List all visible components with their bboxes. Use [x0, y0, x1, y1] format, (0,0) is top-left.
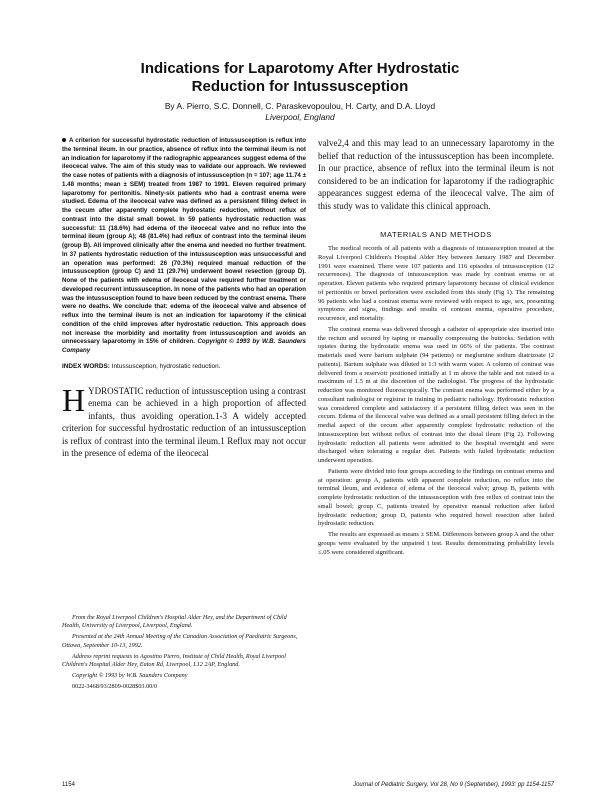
methods-paragraph: The results are expressed as means ± SEM. Differences between group A and the other groups were evaluated by the unpaired t test. Results demonstrating probability levels ≤.05 were considered significant. [318, 531, 554, 556]
author-location: Liverpool, England [265, 112, 335, 122]
drop-cap: H [62, 381, 86, 418]
methods-paragraph: The medical records of all patients with a diagnosis of intussusception treated at the Royal Liverpool Children's Hospital Alder Hey between January 1987 and December 1991 were examined. There were 107 patients and 116 episodes of intussusception (12 recurrences). The diagnosis of intussusception was made by contrast enema or at operation. Eleven patients who required primary laparotomy because of clinical evidence of peritonitis or bowel perforation were excluded from this study (Fig 1). The remaining 96 patients who had a contrast enema were reviewed with respect to age, sex, presenting symptoms and signs, findings and results of contrast enema, operative procedure, recurrence, and mortality. [318, 245, 554, 322]
footnote-presented: Presented at the 24th Annual Meeting of the Canadian Association of Paediatric Surgeons, Ottawa, September 10-13, 1992. [62, 633, 298, 649]
methods-section [318, 245, 554, 557]
journal-citation: Journal of Pediatric Surgery, Vol 28, No 9 (September), 1993: pp 1154-1157 [353, 782, 554, 788]
index-words [62, 362, 306, 371]
introduction-continued: valve2,4 and this may lead to an unnecessary laparotomy in the belief that reduction of the intussusception has been incomplete. In our practice, absence of reflux into the terminal ileum is not considered to be an indication for laparotomy if the radiographic appearances suggest edema of the ileocecal valve. The aim of this study was to validate this clinical approach. [318, 138, 554, 211]
page-number: 1154 [62, 782, 75, 788]
footnotes [62, 614, 306, 695]
abstract-copyright: Copyright © 1993 by W.B. Saunders Company [62, 338, 306, 354]
footnote-reprints: Address reprint requests to Agostino Pierro, Institute of Child Health, Royal Liverpool Children's Hospital Alder Hey, Eaton Rd, Liverpool, L12 2AP, England. [62, 652, 286, 669]
introduction-text: YDROSTATIC reduction of intussusception using a contrast enema can be achieved in a high proportion of affected infants, thus avoiding operation.1-3 A widely accepted criterion for successful hydrostatic reduction of an intussusception is reflux of contrast into the terminal ileum.1 Reflux may not occur in the presence of edema of the ileocecal [62, 385, 306, 459]
page-footer [62, 781, 554, 791]
footnote-copyright: Copyright © 1993 by W.B. Saunders Company [72, 672, 188, 680]
index-words-text: Intussusception, hydrostatic reduction. [111, 362, 221, 370]
right-column [318, 137, 554, 559]
abstract-text: A criterion for successful hydrostatic reduction of intussusception is reflux into the terminal ileum. In our practice, absence of reflux into the terminal ileum is not an indication for laparotomy if the radiographic appearances suggest edema of the ileocecal valve. The aim of this study was to validate our approach. We reviewed the case notes of patients with a diagnosis of intussusception (n = 107; age 11.74 ± 1.48 months; mean ± SEM) treated from 1987 to 1991. Eleven required primary laparotomy for peritonitis. Ninety-six patients who had a contrast enema were studied. Edema of the ileocecal valve was defined as a persistent filling defect in the cecum after apparently complete hydrostatic reduction, without reflux of contrast into the distal small bowel. In 59 patients hydrostatic reduction was successful: 11 (18.6%) had edema of the ileocecal valve and no reflux into the terminal ileum (group A); 48 (81.4%) had reflux of contrast into the terminal ileum (group B). All improved clinically after the enema and needed no further treatment. In 37 patients hydrostatic reduction of the intussusception was unsuccessful and an operation was performed: 26 (70.3%) required manual reduction of the intussusception (group C) and 11 (29.7%) underwent bowel resection (group D). None of the patients with edema of ileocecal valve required further treatment or developed recurrent intussusception. In none of the patients who had an operation was the intussusception found to have been reduced by the contrast enema. There were no deaths. We conclude that: edema of the ileocecal valve and absence of reflux into the terminal ileum is not an indication for laparotomy if the clinical condition of the child improves after hydrostatic reduction. This approach does not increase the morbidity and mortality from intussusception and avoids an unnecessary laparotomy in 15% of children. [62, 137, 306, 346]
footnote-code: 0022-3468/93/2809-0028$03.00/0 [72, 683, 158, 691]
introduction [62, 381, 306, 460]
methods-paragraph: Patients were divided into four groups according to the findings on contrast enema and at operation: group A, patients with apparent complete reduction, no reflux into the terminal ileum, and evidence of edema of the ileocecal valve; group B, patients with complete hydrostatic reduction of the intussusception with free reflux of contrast into the small bowel; group C, patients treated by operative manual reduction after failed hydrostatic reduction; group D, patients who required bowel resection after failed hydrostatic reduction. [318, 467, 554, 528]
title-line-1: Indications for Laparotomy After Hydrostatic [140, 60, 460, 77]
author-block [0, 101, 600, 123]
index-words-label: INDEX WORDS: [62, 362, 110, 370]
left-column [62, 137, 306, 460]
methods-heading: MATERIALS AND METHODS [380, 230, 492, 239]
article-title [0, 60, 600, 96]
title-line-2: Reduction for Intussusception [191, 78, 409, 95]
methods-paragraph: The contrast enema was delivered through a catheter of appropriate size inserted into the rectum and secured by taping or manually compressing the buttocks. Sedation with opiates during the hydrostatic enema was used in 66% of the patients. The contrast materials used were barium sulphate (94 patients) or meglumine sodium diatrizoate (2 patients). Barium sulphate was diluted to 1:3 with warm water. A column of contrast was delivered from a reservoir positioned initially at 1 m above the table and not raised to a maximum of 1.5 m at the discretion of the radiologist. The progress of the hydrostatic reduction was monitored fluoroscopically. The contrast enema was performed either by a consultant radiologist or registrar in training in pediatric radiology. Hydrostatic reduction was considered complete and satisfactory if a persistent filling defect was seen in the cecum. Edema of the ileocecal valve was defined as a small persistent filling defect in the medial aspect of the cecum after apparently complete hydrostatic reduction of the intussusception but without reflux of contrast into the distal ileum (Fig 2). Following hydrostatic reduction all patients were admitted to the hospital overnight and were discharged when tolerating a regular diet. Patients with failed hydrostatic reduction underwent operation. [318, 325, 554, 464]
footnote-affiliation: From the Royal Liverpool Children's Hospital Alder Hey, and the Department of Child Health, University of Liverpool, Liverpool, England. [62, 614, 287, 630]
abstract [62, 137, 306, 356]
bullet-icon [62, 138, 66, 142]
author-list: By A. Pierro, S.C. Donnell, C. Paraskevopoulou, H. Carty, and D.A. Lloyd [164, 101, 436, 111]
